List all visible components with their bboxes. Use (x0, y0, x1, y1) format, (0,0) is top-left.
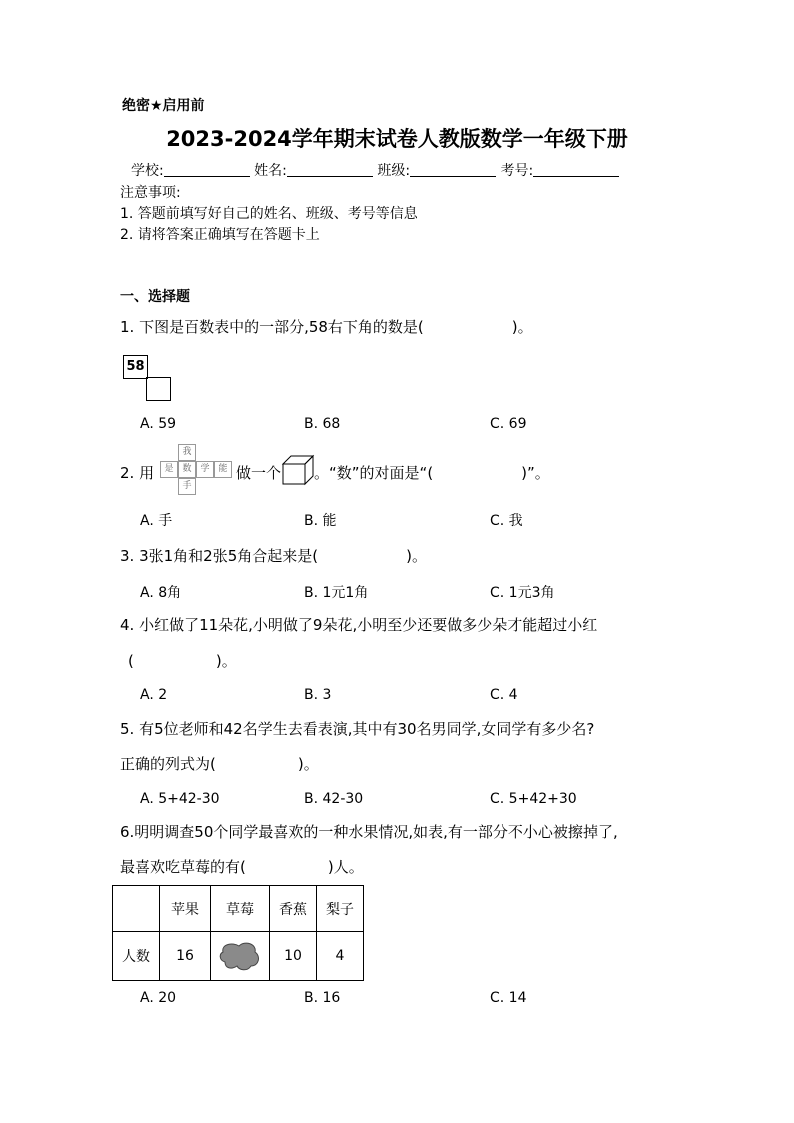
option-c[interactable]: C. 14 (490, 990, 527, 1006)
question-3: 3. 3张1角和2张5角合起来是( )。 (120, 547, 427, 565)
option-b[interactable]: B. 42-30 (304, 791, 364, 807)
table-cell: 10 (270, 932, 317, 981)
hundred-chart-cell-blank (146, 377, 171, 401)
net-face: 我 (178, 444, 196, 461)
name-blank[interactable] (287, 162, 373, 177)
table-cell: 16 (160, 932, 211, 981)
option-c[interactable]: C. 5+42+30 (490, 791, 577, 807)
notice-item: 1. 答题前填写好自己的姓名、班级、考号等信息 (120, 206, 418, 222)
option-b[interactable]: B. 3 (304, 687, 332, 703)
option-b[interactable]: B. 能 (304, 513, 337, 529)
option-b[interactable]: B. 68 (304, 416, 341, 432)
exam-number-label: 考号: (500, 163, 534, 179)
class-label: 班级: (377, 163, 411, 179)
table-header-cell: 香蕉 (270, 886, 317, 932)
confidential-label: 绝密★启用前 (122, 98, 205, 114)
question-5: 5. 有5位老师和42名学生去看表演,其中有30名男同学,女同学有多少名? (120, 720, 595, 738)
net-face: 学 (196, 461, 214, 478)
net-face: 能 (214, 461, 232, 478)
question-5-line2: 正确的列式为( )。 (120, 755, 319, 773)
school-blank[interactable] (164, 162, 250, 177)
notice-item: 2. 请将答案正确填写在答题卡上 (120, 227, 320, 243)
table-cell: 4 (317, 932, 364, 981)
question-4-line2: ( )。 (128, 652, 237, 670)
question-6: 6.明明调查50个同学最喜欢的一种水果情况,如表,有一部分不小心被擦掉了, (120, 823, 618, 841)
table-header-cell: 草莓 (211, 886, 270, 932)
page-title: 2023-2024学年期末试卷人教版数学一年级下册 (166, 127, 628, 151)
class-blank[interactable] (410, 162, 496, 177)
option-a[interactable]: A. 20 (140, 990, 177, 1006)
ink-blot-icon (217, 938, 263, 974)
school-label: 学校: (131, 163, 164, 179)
net-face: 是 (160, 461, 178, 478)
table-header-cell: 苹果 (160, 886, 211, 932)
option-a[interactable]: A. 2 (140, 687, 168, 703)
cube-icon (281, 454, 315, 486)
table-header-cell: 梨子 (317, 886, 364, 932)
option-c[interactable]: C. 4 (490, 687, 518, 703)
question-1: 1. 下图是百数表中的一部分,58右下角的数是( )。 (120, 318, 533, 336)
notice-heading: 注意事项: (120, 185, 181, 201)
option-a[interactable]: A. 手 (140, 513, 173, 529)
erased-cell (211, 932, 270, 981)
table-row-label: 人数 (113, 932, 160, 981)
option-b[interactable]: B. 16 (304, 990, 341, 1006)
question-2-prefix: 2. 用 (120, 464, 155, 482)
hundred-chart-cell-58: 58 (123, 355, 148, 379)
fruit-survey-table (112, 885, 364, 981)
net-face: 手 (178, 478, 196, 495)
option-c[interactable]: C. 我 (490, 513, 523, 529)
option-b[interactable]: B. 1元1角 (304, 585, 369, 601)
question-2-mid: 做一个 (236, 464, 282, 482)
name-label: 姓名: (254, 163, 287, 179)
question-6-line2: 最喜欢吃草莓的有( )人。 (120, 858, 364, 876)
section-title: 一、选择题 (120, 289, 190, 305)
question-2-suffix: 。“数”的对面是“( )”。 (314, 464, 550, 482)
table-row (113, 932, 364, 981)
option-a[interactable]: A. 8角 (140, 585, 182, 601)
student-info-line (131, 160, 619, 180)
cube-net-figure (160, 444, 238, 498)
table-header-row (113, 886, 364, 932)
exam-number-blank[interactable] (533, 162, 619, 177)
option-c[interactable]: C. 69 (490, 416, 527, 432)
option-a[interactable]: A. 5+42-30 (140, 791, 220, 807)
question-4: 4. 小红做了11朵花,小明做了9朵花,小明至少还要做多少朵才能超过小红 (120, 616, 598, 634)
table-corner-cell (113, 886, 160, 932)
option-a[interactable]: A. 59 (140, 416, 177, 432)
net-face: 数 (178, 461, 196, 478)
option-c[interactable]: C. 1元3角 (490, 585, 555, 601)
